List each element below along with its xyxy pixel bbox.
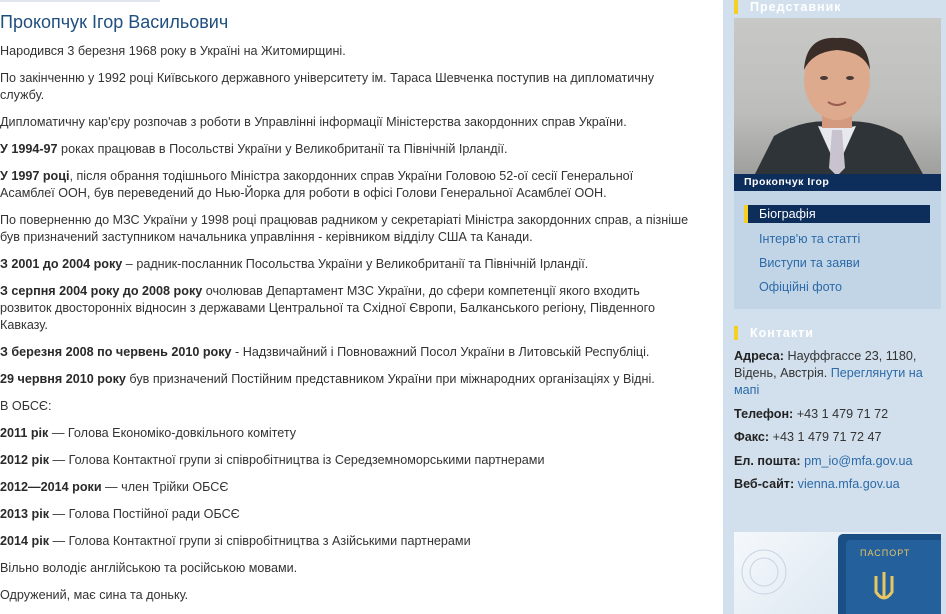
bio-paragraph: [0, 506, 690, 523]
bio-paragraph: [0, 398, 690, 415]
biography-text: [0, 43, 690, 614]
menu-item-interviews[interactable]: Інтерв'ю та статті: [759, 232, 861, 246]
bio-highlight: 2012—2014 роки: [0, 480, 102, 494]
bio-paragraph: [0, 587, 690, 604]
bio-text: Народився 3 березня 1968 року в Україні на Житомирщині.: [0, 44, 346, 58]
bio-text: — член Трійки ОБСЄ: [101, 480, 229, 494]
bio-highlight: 2014 рік: [0, 534, 50, 548]
bio-highlight: З березня 2008 по червень 2010 року: [0, 345, 232, 359]
bio-highlight: У 1994-97: [0, 142, 58, 156]
top-divider: [0, 0, 160, 2]
bio-highlight: З серпня 2004 року до 2008 року: [0, 284, 203, 298]
bio-text: роках працював в Посольстві України у Великобританії та Північній Ірландії.: [57, 142, 508, 156]
bio-paragraph: [0, 425, 690, 442]
website-label: Веб-сайт:: [734, 477, 795, 491]
bio-text: Одружений, має сина та доньку.: [0, 588, 189, 602]
representative-photo: [734, 18, 941, 176]
portrait-image: [734, 18, 941, 176]
contact-address: [734, 348, 941, 399]
bio-paragraph: [0, 212, 690, 246]
bio-text: По поверненню до МЗС України у 1998 році працював радником у секретаріаті Міністра закордонних справ, а пізніше був призначений заступником начальника управління - керівником відділу США та Канади.: [0, 213, 689, 244]
contact-phone: [734, 406, 941, 423]
bio-paragraph: [0, 168, 690, 202]
bio-highlight: У 1997 році: [0, 169, 70, 183]
bio-text: - Надзвичайний і Повноважний Посол України в Литовській Республіці.: [231, 345, 650, 359]
passport-banner[interactable]: [734, 532, 941, 614]
bio-paragraph: [0, 114, 690, 131]
bio-highlight: 2013 рік: [0, 507, 50, 521]
bio-text: – радник-посланник Посольства України у Великобританії та Північній Ірландії.: [122, 257, 589, 271]
bio-paragraph: [0, 452, 690, 469]
bio-text: очолював Департамент МЗС України, до сфери компетенції якого входить розвиток двосторонніх відносин з державами Центральної та Східної Європи, Балканського регіону, Південного Кавказу.: [0, 284, 655, 332]
bio-text: — Голова Постійної ради ОБСЄ: [49, 507, 240, 521]
address-label: Адреса:: [734, 349, 784, 363]
bio-text: Дипломатичну кар'єру розпочав з роботи в Управлінні інформації Міністерства закордонних справ України.: [0, 115, 627, 129]
bio-highlight: 2011 рік: [0, 426, 49, 440]
bio-paragraph: [0, 371, 690, 388]
email-link[interactable]: pm_io@mfa.gov.ua: [804, 454, 913, 468]
bio-paragraph: [0, 560, 690, 577]
bio-paragraph: [0, 256, 690, 273]
bio-paragraph: [0, 533, 690, 550]
bio-text: По закінченню у 1992 році Київського державного університету ім. Тараса Шевченка поступив на дипломатичну службу.: [0, 71, 655, 102]
bio-text: В ОБСЄ:: [0, 399, 52, 413]
phone-label: Телефон:: [734, 407, 794, 421]
bio-text: Вільно володіє англійською та російською мовами.: [0, 561, 298, 575]
menu-item-biography[interactable]: Біографія: [744, 205, 930, 223]
menu-item-official-photos[interactable]: Офіційні фото: [759, 280, 842, 294]
bio-text: — Голова Контактної групи зі співробітництва із Середземноморськими партнерами: [49, 453, 545, 467]
menu-item-speeches[interactable]: Виступи та заяви: [759, 256, 860, 270]
bio-paragraph: [0, 479, 690, 496]
bio-text: — Голова Контактної групи зі співробітництва з Азійськими партнерами: [49, 534, 471, 548]
representative-menu: [734, 191, 941, 309]
photo-caption: Прокопчук Ігор: [734, 174, 941, 191]
fax-value: +43 1 479 71 72 47: [769, 430, 882, 444]
page-title: Прокопчук Ігор Васильович: [0, 12, 229, 32]
bio-highlight: 2012 рік: [0, 453, 50, 467]
bio-text: був призначений Постійним представником України при міжнародних організаціях у Відні.: [125, 372, 655, 386]
website-link[interactable]: vienna.mfa.gov.ua: [797, 477, 900, 491]
passport-icon: [734, 532, 941, 614]
map-link[interactable]: Переглянути на мапі: [734, 366, 923, 397]
contact-website: [734, 476, 941, 493]
bio-paragraph: [0, 283, 690, 334]
contact-fax: [734, 429, 941, 446]
bio-highlight: З 2001 до 2004 року: [0, 257, 123, 271]
fax-label: Факс:: [734, 430, 770, 444]
representative-heading: Представник: [734, 0, 842, 16]
address-value: Науффгассе 23, 1180, Відень, Австрія.: [734, 349, 917, 380]
bio-highlight: 29 червня 2010 року: [0, 372, 126, 386]
bio-paragraph: [0, 141, 690, 158]
contact-email: [734, 453, 941, 470]
email-label: Ел. пошта:: [734, 454, 801, 468]
banner-text: ПАСПОРТ: [860, 548, 911, 558]
phone-value: +43 1 479 71 72: [793, 407, 889, 421]
bio-text: — Голова Економіко-довкільного комітету: [48, 426, 297, 440]
sidebar: [723, 0, 946, 614]
bio-paragraph: [0, 70, 690, 104]
contacts-heading: Контакти: [734, 324, 814, 342]
bio-text: , після обрання тодішнього Міністра закордонних справ України Головою 52-ої сесії Генеральної Асамблеї ООН, був переведений до Нью-Йорка для роботи в офісі Голови Генеральної Асамблеї ООН.: [0, 169, 634, 200]
bio-paragraph: [0, 344, 690, 361]
bio-paragraph: [0, 43, 690, 60]
